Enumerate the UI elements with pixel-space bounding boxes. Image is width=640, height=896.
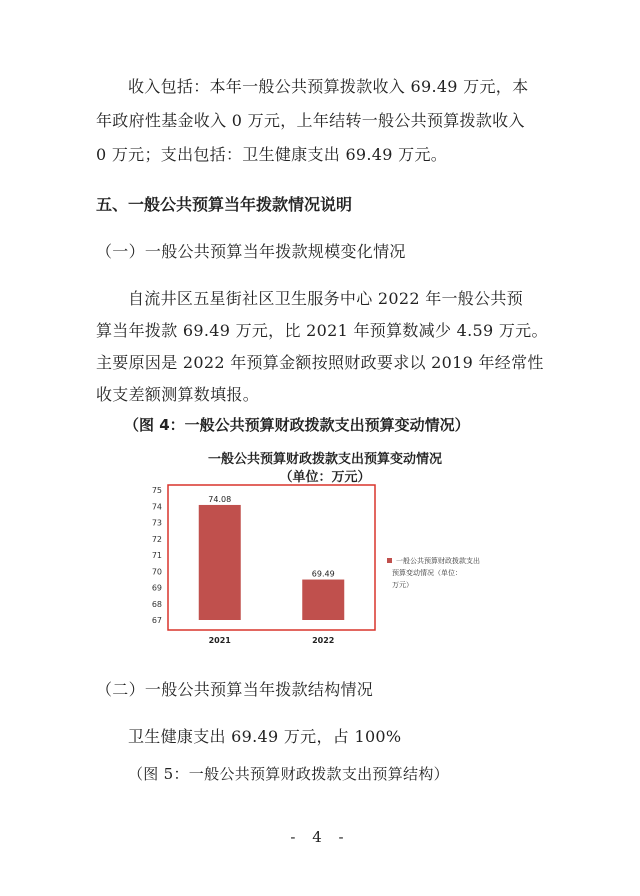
page-number: - 4 - [290, 828, 350, 846]
y-tick-label: 73 [151, 518, 162, 528]
income-paragraph-line3: 0 万元；支出包括：卫生健康支出 69.49 万元。 [96, 145, 448, 164]
y-tick-label: 72 [151, 534, 162, 544]
y-tick-label: 70 [151, 567, 162, 577]
bar-2021 [199, 505, 241, 620]
x-tick-label: 2022 [312, 636, 335, 645]
figure4-caption: （图 4：一般公共预算财政拨款支出预算变动情况） [124, 416, 470, 434]
x-tick-label: 2021 [208, 636, 231, 645]
sub1-paragraph-line1: 自流井区五星街社区卫生服务中心 2022 年一般公共预 [128, 289, 523, 308]
bar-2022 [302, 580, 344, 620]
sub2-paragraph-line1: 卫生健康支出 69.49 万元，占 100% [128, 727, 402, 746]
legend-text-line: 万元） [392, 581, 413, 589]
y-tick-label: 67 [151, 616, 162, 625]
y-tick-label: 69 [151, 583, 162, 593]
y-tick-label: 74 [151, 502, 162, 512]
income-paragraph-line2: 年政府性基金收入 0 万元，上年结转一般公共预算拨款收入 [96, 111, 525, 130]
sub1-paragraph-line2: 算当年拨款 69.49 万元，比 2021 年预算数减少 4.59 万元。 [96, 321, 548, 340]
legend-text-line: 预算变动情况（单位： [392, 569, 462, 577]
section5-heading: 五、一般公共预算当年拨款情况说明 [96, 195, 353, 214]
y-tick-label: 71 [151, 551, 162, 560]
y-tick-label: 68 [151, 599, 162, 609]
chart-svg [135, 445, 505, 650]
chart-title: 一般公共预算财政拨款支出预算变动情况 [207, 452, 443, 467]
y-tick-label: 75 [151, 486, 162, 495]
figure5-caption: （图 5：一般公共预算财政拨款支出预算结构） [128, 765, 449, 783]
sub1-paragraph-line4: 收支差额测算数填报。 [96, 385, 260, 404]
chart-subtitle: （单位：万元） [279, 470, 371, 485]
subsection1-heading: （一）一般公共预算当年拨款规模变化情况 [96, 242, 406, 261]
bar-value-label: 69.49 [311, 569, 335, 579]
legend-text-line: 一般公共预算财政拨款支出 [396, 557, 480, 565]
budget-change-chart [135, 445, 505, 650]
legend-swatch [387, 558, 392, 563]
sub1-paragraph-line3: 主要原因是 2022 年预算金额按照财政要求以 2019 年经常性 [96, 353, 544, 372]
subsection2-heading: （二）一般公共预算当年拨款结构情况 [96, 680, 374, 699]
income-paragraph-line1: 收入包括：本年一般公共预算拨款收入 69.49 万元，本 [128, 77, 529, 96]
bar-value-label: 74.08 [208, 494, 232, 504]
